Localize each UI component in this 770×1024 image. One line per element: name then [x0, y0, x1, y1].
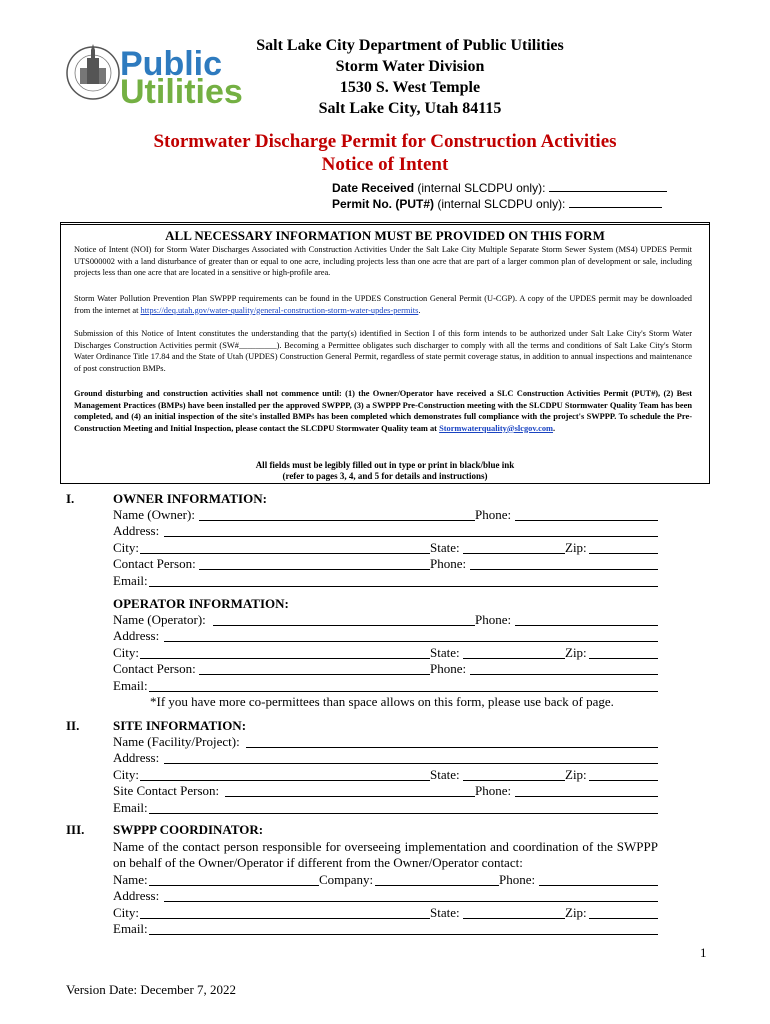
coordinator-city-row — [113, 905, 658, 921]
owner-address-field[interactable] — [164, 536, 658, 537]
department-name: Salt Lake City Department of Public Utilities — [256, 37, 564, 54]
site-contact-field[interactable] — [225, 796, 475, 797]
date-received-note: (internal SLCDPU only): — [414, 181, 549, 195]
owner-name-field[interactable] — [199, 520, 475, 521]
division-name: Storm Water Division — [335, 58, 485, 75]
owner-state-field[interactable] — [463, 553, 565, 554]
owner-address-label: Address: — [113, 523, 160, 538]
form-subtitle: Notice of Intent — [321, 154, 449, 175]
site-contact-label: Site Contact Person: — [113, 783, 220, 798]
operator-contact-phone-label: Phone: — [430, 661, 467, 676]
version-date: Version Date: December 7, 2022 — [66, 982, 237, 997]
operator-city-label: City: — [113, 645, 140, 660]
fill-instructions-line1: All fields must be legibly filled out in type or print in black/blue ink — [255, 460, 515, 470]
coordinator-zip-field[interactable] — [589, 918, 658, 919]
operator-zip-field[interactable] — [589, 658, 658, 659]
section-2-number: II. — [66, 718, 80, 733]
operator-phone-label: Phone: — [475, 612, 512, 627]
owner-phone-field[interactable] — [515, 520, 658, 521]
swppp-paragraph-end: . — [418, 305, 421, 315]
permit-number-field[interactable] — [569, 196, 662, 208]
city-seal-icon — [62, 38, 124, 108]
section-3-number: III. — [66, 822, 85, 837]
information-box-heading: ALL NECESSARY INFORMATION MUST BE PROVIDED ON THIS FORM — [165, 228, 605, 243]
operator-address-label: Address: — [113, 628, 160, 643]
public-utilities-logo — [62, 38, 243, 111]
operator-address-field[interactable] — [164, 641, 658, 642]
coordinator-email-field[interactable] — [149, 934, 658, 935]
site-information-heading: SITE INFORMATION: — [113, 718, 247, 733]
owner-zip-label: Zip: — [565, 540, 587, 555]
site-address-row — [113, 750, 658, 766]
owner-state-label: State: — [430, 540, 460, 555]
owner-contact-row — [113, 556, 658, 572]
operator-email-field[interactable] — [149, 691, 658, 692]
owner-contact-phone-label: Phone: — [430, 556, 467, 571]
owner-contact-field[interactable] — [199, 569, 430, 570]
site-zip-label: Zip: — [565, 767, 587, 782]
ground-disturbing-end: . — [553, 423, 556, 433]
coordinator-phone-field[interactable] — [539, 885, 658, 886]
coordinator-city-field[interactable] — [140, 918, 430, 919]
operator-information-heading: OPERATOR INFORMATION: — [113, 596, 289, 611]
operator-contact-label: Contact Person: — [113, 661, 196, 676]
coordinator-name-row — [113, 872, 658, 888]
coordinator-address-label: Address: — [113, 888, 160, 903]
page-number: 1 — [700, 945, 707, 960]
city-address: Salt Lake City, Utah 84115 — [318, 100, 502, 117]
permit-number-label: Permit No. (PUT#) — [332, 197, 435, 211]
operator-contact-phone-field[interactable] — [470, 674, 658, 675]
coordinator-company-label: Company: — [319, 872, 374, 887]
street-address: 1530 S. West Temple — [339, 79, 481, 96]
site-city-label: City: — [113, 767, 140, 782]
owner-email-label: Email: — [113, 573, 148, 588]
coordinator-email-label: Email: — [113, 921, 148, 936]
copermittee-note: *If you have more co-permittees than space allows on this form, please use back of page. — [150, 694, 614, 709]
operator-contact-row — [113, 661, 658, 677]
submission-paragraph: Submission of this Notice of Intent constitutes the understanding that the party(s) identified in Section I of this form intends to be authorized under Salt Lake City's Storm Water Discharges Construction Activities permit (SW#_________). Becoming a Permittee obligates such discharger to comply with all the terms and conditions of Salt Lake City's Storm Water Ordinance Title 17.84 and the State of Utah (UPDES) Construction General Permit, regardless of state permit coverage status, in addition to annual inspections and maintenance of post construction BMPs. — [74, 329, 692, 373]
logo-word-public: Public — [120, 45, 223, 83]
owner-city-field[interactable] — [140, 553, 430, 554]
site-name-row — [113, 734, 658, 750]
date-received-label: Date Received — [332, 181, 415, 195]
owner-contact-phone-field[interactable] — [470, 569, 658, 570]
ground-disturbing-paragraph — [74, 388, 692, 434]
operator-email-label: Email: — [113, 678, 148, 693]
owner-phone-label: Phone: — [475, 507, 512, 522]
site-city-row — [113, 767, 658, 783]
coordinator-state-label: State: — [430, 905, 460, 920]
coordinator-email-row — [113, 921, 658, 937]
owner-email-field[interactable] — [149, 586, 658, 587]
coordinator-name-field[interactable] — [149, 885, 319, 886]
permit-number-note: (internal SLCDPU only): — [434, 197, 569, 211]
owner-zip-field[interactable] — [589, 553, 658, 554]
site-address-label: Address: — [113, 750, 160, 765]
site-phone-field[interactable] — [515, 796, 658, 797]
coordinator-city-label: City: — [113, 905, 140, 920]
site-state-field[interactable] — [463, 780, 565, 781]
owner-city-row — [113, 540, 658, 556]
site-email-row — [113, 800, 658, 816]
operator-state-label: State: — [430, 645, 460, 660]
coordinator-name-label: Name: — [113, 872, 148, 887]
coordinator-address-row — [113, 888, 658, 904]
owner-name-row — [113, 507, 658, 523]
operator-address-row — [113, 628, 658, 644]
coordinator-zip-label: Zip: — [565, 905, 587, 920]
site-city-field[interactable] — [140, 780, 430, 781]
site-phone-label: Phone: — [475, 783, 512, 798]
coordinator-phone-label: Phone: — [499, 872, 536, 887]
section-1-number: I. — [66, 491, 75, 506]
operator-name-field[interactable] — [213, 625, 475, 626]
coordinator-state-field[interactable] — [463, 918, 565, 919]
owner-contact-label: Contact Person: — [113, 556, 196, 571]
operator-contact-field[interactable] — [199, 674, 430, 675]
date-received-row — [332, 180, 667, 195]
operator-name-row — [113, 612, 658, 628]
swppp-paragraph — [74, 293, 692, 316]
coordinator-company-field[interactable] — [375, 885, 499, 886]
swppp-coordinator-description: Name of the contact person responsible for overseeing implementation and coordination of the SWPPP on behalf of the Owner/Operator if different from the Owner/Operator contact: — [113, 839, 658, 870]
information-box-divider — [60, 224, 710, 225]
owner-information-heading: OWNER INFORMATION: — [113, 491, 267, 506]
operator-zip-label: Zip: — [565, 645, 587, 660]
noi-paragraph: Notice of Intent (NOI) for Storm Water Discharges Associated with Construction Activities Under the Salt Lake City Multiple Separate Storm Sewer System (MS4) UPDES Permit UTS000002 with a land disturbance of greater than or equal to one acre, including projects less than one acre that are part of a larger common plan of development or sale, including projects less than one acre that are located in a sensitive or high-profile area. — [74, 245, 692, 277]
site-email-label: Email: — [113, 800, 148, 815]
logo-word-utilities: Utilities — [120, 73, 243, 111]
site-name-field[interactable] — [246, 747, 658, 748]
deq-permit-link[interactable]: https://deq.utah.gov/water-quality/general-construction-storm-water-updes-permits — [140, 305, 419, 315]
swppp-paragraph-text: Storm Water Pollution Prevention Plan SWPPP requirements can be found in the UPDES Construction General Permit (U-CGP). A copy of the UPDES permit may be downloaded from the internet at — [74, 294, 692, 315]
site-contact-row — [113, 783, 658, 799]
owner-city-label: City: — [113, 540, 140, 555]
operator-phone-field[interactable] — [515, 625, 658, 626]
operator-city-row — [113, 645, 658, 661]
coordinator-address-field[interactable] — [164, 901, 658, 902]
operator-name-label: Name (Operator): — [113, 612, 206, 627]
operator-email-row — [113, 678, 658, 694]
stormwater-email-link[interactable]: Stormwaterquality@slcgov.com — [439, 423, 554, 433]
owner-email-row — [113, 573, 658, 589]
ground-disturbing-text: Ground disturbing and construction activities shall not commence until: (1) the Owner/Operator have received a SLC Construction Activities Permit (PUT#), (2) Best Management Practices (BMPs) have been installed per the approved SWPPP, (3) a SWPPP Pre-Construction meeting with the SLCDPU Stormwater Quality Team has been completed, and (4) an initial inspection of the site's installed BMPs has been completed which demonstrates full compliance with the project's SWPPP. To schedule the Pre-Construction Meeting and Initial Inspection, please contact the SLCDPU Stormwater Quality team at — [74, 389, 692, 433]
form-title: Stormwater Discharge Permit for Construction Activities — [153, 131, 617, 152]
site-address-field[interactable] — [164, 763, 658, 764]
permit-number-row — [332, 196, 662, 211]
site-name-label: Name (Facility/Project): — [113, 734, 240, 749]
site-state-label: State: — [430, 767, 460, 782]
date-received-field[interactable] — [549, 180, 667, 192]
operator-city-field[interactable] — [140, 658, 430, 659]
site-email-field[interactable] — [149, 813, 658, 814]
site-zip-field[interactable] — [589, 780, 658, 781]
operator-state-field[interactable] — [463, 658, 565, 659]
swppp-coordinator-heading: SWPPP COORDINATOR: — [113, 822, 264, 837]
owner-address-row — [113, 523, 658, 539]
fill-instructions-line2: (refer to pages 3, 4, and 5 for details and instructions) — [282, 471, 488, 481]
owner-name-label: Name (Owner): — [113, 507, 195, 522]
